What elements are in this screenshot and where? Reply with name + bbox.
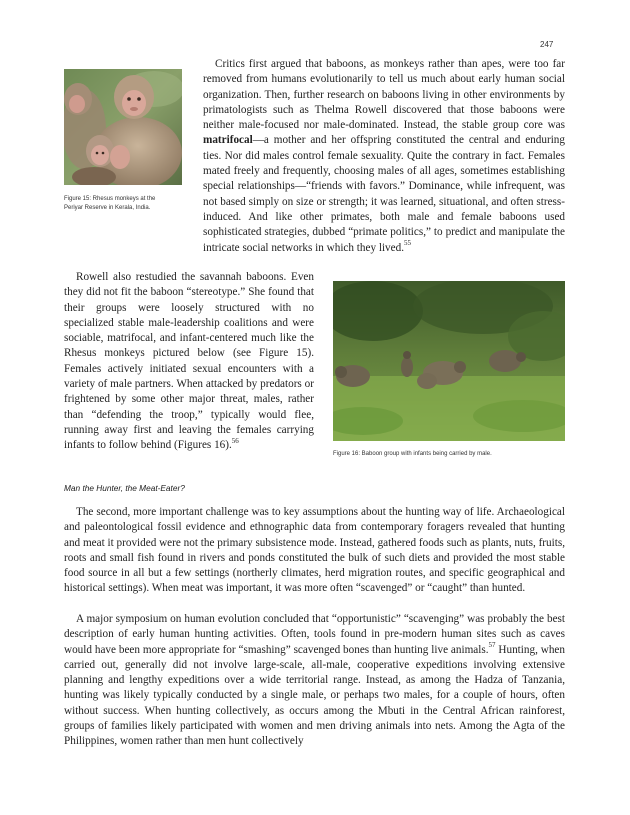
figure-16-caption: Figure 16: Baboon group with infants being carried by male.: [333, 451, 492, 457]
paragraph-4-start: A major symposium on human evolution concluded that “opportunistic” “scavenging” was probably the best description of early human hunting activities. Often, tools found in pre-modern human sites such as caves would have been more appropriate for “smashing” scavenged bones than hunting live animals.: [64, 613, 565, 656]
paragraph-4-text: [64, 612, 565, 750]
paragraph-4-end: Hunting, when carried out, generally did not involve large-scale, all-male, cooperative expeditions involving extensive planning and lengthy expeditions over a wide territorial range. Instead, as among the Hadza of Tanzania, hunting was likely typically conducted by a single male, or perhaps two males, for a couple of hours, often without success. When hunting collectively, as occurs among the Mbuti in the Central African rainforest, groups of families likely participated with women and men driving animals into nets. Among the Agta of the Philippines, women rather than men hunt collectively: [64, 643, 565, 748]
paragraph-3-text: The second, more important challenge was to key assumptions about the hunting way of life. Archaeological and paleontological fossil evidence and ethnographic data from contemporary foragers revealed that hunting and meat it provided were not the primary subsistence mode. Instead, gathered foods such as plants, nuts, fruits, roots and small fish found in rivers and ponds constituted the bulk of such diets and provided the most stable food source in all but a few settings (northerly climates, herd migration routes, and specific geographical and historical settings). When meat was important, it was more often “scavenged” or “caught” than hunted.: [64, 506, 565, 595]
paragraph-1-start: Critics first argued that baboons, as monkeys rather than apes, were too far removed from humans evolutionarily to tell us much about early human social organization. Then, further research on baboons living in other environments by primatologists such as Thelma Rowell discovered that those baboons were neither male-focused nor male-dominated. Instead, the stable group core was: [203, 58, 565, 132]
section-subheading: Man the Hunter, the Meat-Eater?: [64, 483, 185, 493]
footnote-55: 55: [404, 238, 412, 247]
paragraph-4: [64, 612, 565, 750]
paragraph-2-body: Rowell also restudied the savannah baboons. Even they did not fit the baboon “stereotype.” She found that their groups were loosely structured with no specialized stable male-leadership coalitions and were sociable, matrifocal, and infant-centered much like the Rhesus monkeys pictured below (see Figure 15). Females actively initiated sexual encounters with a variety of male partners. When attacked by predators or frightened by some other major threat, males, rather than “defending the troop,” typically would flee, running away first and leaving the females carrying infants to follow behind (Figures 16).: [64, 271, 314, 452]
figure-16-photo: [333, 281, 565, 441]
paragraph-2-text: [64, 270, 314, 454]
page-number: 247: [540, 40, 554, 49]
paragraph-2: [64, 270, 314, 454]
paragraph-1: [64, 57, 565, 256]
footnote-56: 56: [231, 436, 239, 445]
paragraph-1-end: —a mother and her offspring constituted the central and enduring ties. Nor did males control female sexuality. Quite the contrary in fact. Females mated freely and frequently, choosing males of all ages, sometimes establishing special relationships—“friends with favors.” Dominance, while infrequent, was not based simply on size or strength; it was learned, situational, and often stress-induced. And like other primates, both male and female baboons used sophisticated strategies, dubbed “primate politics,” to predict and manipulate the intricate social networks in which they lived.: [203, 134, 565, 254]
term-matrifocal: matrifocal: [203, 134, 253, 147]
baboon-group-image: [333, 281, 565, 441]
paragraph-3: [64, 505, 565, 597]
footnote-57: 57: [488, 640, 496, 649]
figure-15-caption: Figure 15: Rhesus monkeys at the Periyar Reserve in Kerala, India.: [64, 196, 156, 211]
